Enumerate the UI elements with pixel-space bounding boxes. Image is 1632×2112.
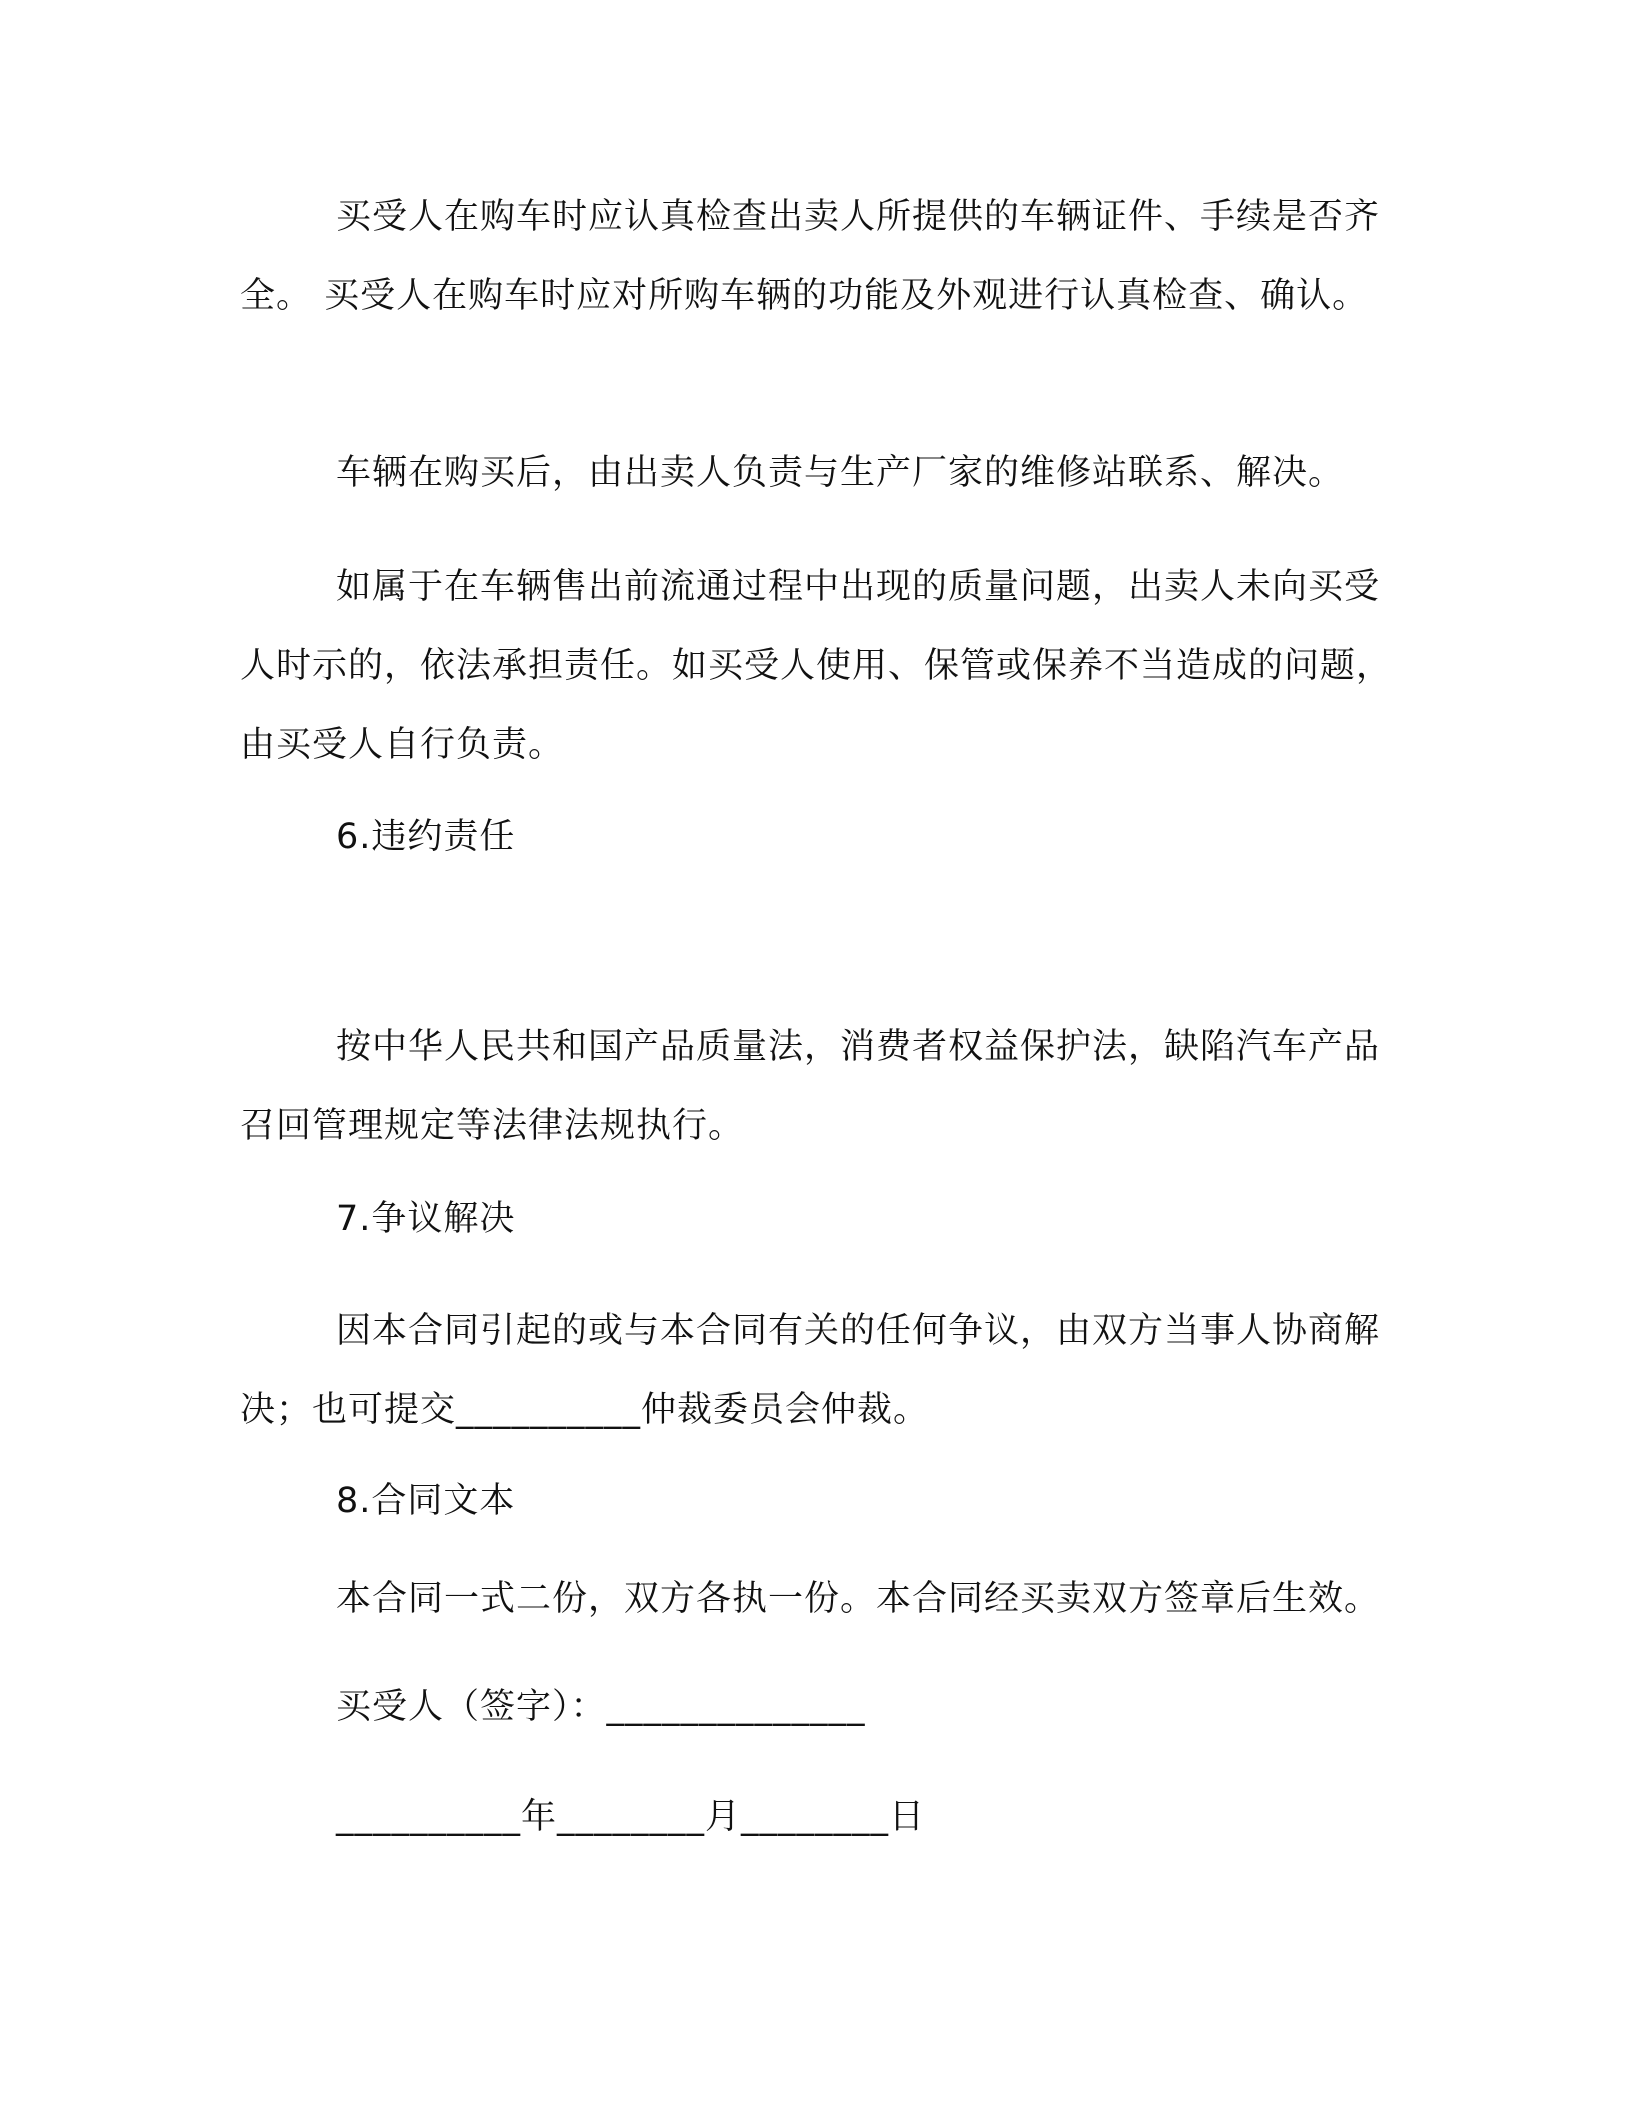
- section-heading-dispute: 7.争议解决: [336, 1199, 516, 1239]
- paragraph-copies: 本合同一式二份，双方各执一份。本合同经买卖双方签章后生效。: [336, 1579, 1381, 1619]
- paragraph-repair: 车辆在购买后，由出卖人负责与生产厂家的维修站联系、解决。: [336, 453, 1345, 493]
- date-line: __________年________月________日: [336, 1797, 926, 1837]
- paragraph-laws: 按中华人民共和国产品质量法，消费者权益保护法，缺陷汽车产品召回管理规定等法律法规执行。: [240, 1027, 1381, 1146]
- buyer-signature-line: 买受人（签字）：______________: [336, 1687, 866, 1727]
- section-heading-breach: 6.违约责任: [336, 817, 516, 857]
- paragraph-inspection: 买受人在购车时应认真检查出卖人所提供的车辆证件、手续是否齐全。 买受人在购车时应对所购车辆的功能及外观进行认真检查、确认。: [240, 197, 1381, 316]
- paragraph-dispute-resolution: 因本合同引起的或与本合同有关的任何争议，由双方当事人协商解决；也可提交__________仲裁委员会仲裁。: [240, 1311, 1381, 1430]
- paragraph-quality-issues: 如属于在车辆售出前流通过程中出现的质量问题，出卖人未向买受人时示的，依法承担责任。如买受人使用、保管或保养不当造成的问题，由买受人自行负责。: [240, 567, 1393, 765]
- section-heading-contract-text: 8.合同文本: [336, 1481, 516, 1521]
